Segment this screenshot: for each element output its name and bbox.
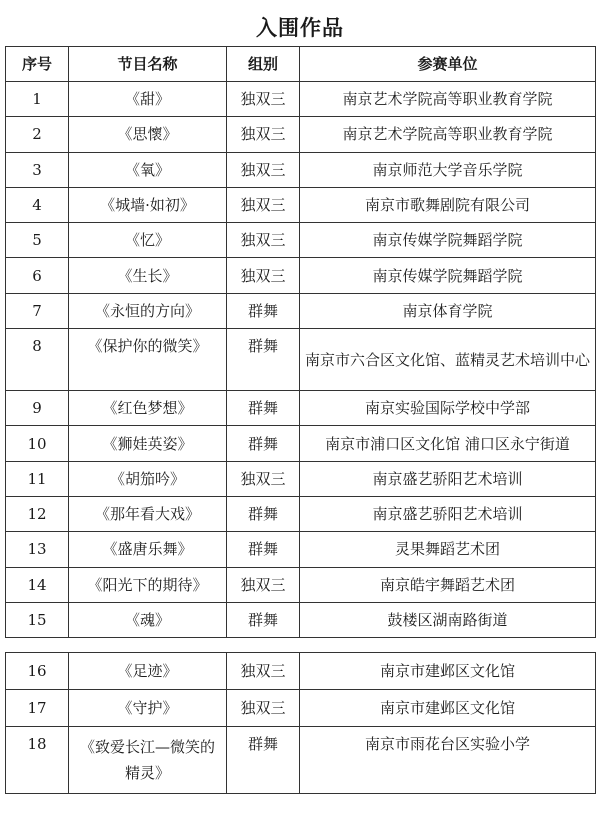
cell-name: 《思懷》 (69, 117, 227, 152)
page-title: 入围作品 (256, 15, 344, 40)
table-row (6, 690, 596, 727)
cell-no: 18 (6, 727, 69, 794)
cell-group: 独双三 (227, 461, 300, 496)
cell-group: 独双三 (227, 223, 300, 258)
cell-group: 群舞 (227, 329, 300, 391)
cell-name: 《生长》 (69, 258, 227, 293)
cell-unit: 南京市歌舞剧院有限公司 (300, 187, 596, 222)
header-unit: 参赛单位 (300, 47, 596, 82)
cell-unit: 南京市浦口区文化馆 浦口区永宁街道 (300, 426, 596, 461)
cell-unit: 南京盛艺骄阳艺术培训 (300, 461, 596, 496)
table-header-row (6, 47, 596, 82)
cell-unit: 南京市雨花台区实验小学 (300, 727, 596, 794)
cell-group: 独双三 (227, 82, 300, 117)
cell-no: 5 (6, 223, 69, 258)
cell-group: 独双三 (227, 117, 300, 152)
cell-no: 4 (6, 187, 69, 222)
cell-name: 《致爱长江—微笑的精灵》 (69, 727, 227, 794)
cell-group: 群舞 (227, 727, 300, 794)
cell-unit: 南京实验国际学校中学部 (300, 391, 596, 426)
cell-group: 独双三 (227, 152, 300, 187)
table-body-part2 (6, 653, 596, 794)
cell-no: 1 (6, 82, 69, 117)
cell-group: 独双三 (227, 567, 300, 602)
cell-group: 群舞 (227, 391, 300, 426)
cell-name: 《城墙·如初》 (69, 187, 227, 222)
table-row (6, 117, 596, 152)
cell-no: 9 (6, 391, 69, 426)
cell-no: 7 (6, 293, 69, 328)
cell-name: 《守护》 (69, 690, 227, 727)
cell-name: 《那年看大戏》 (69, 496, 227, 531)
cell-name: 《狮娃英姿》 (69, 426, 227, 461)
cell-name: 《阳光下的期待》 (69, 567, 227, 602)
cell-name: 《永恒的方向》 (69, 293, 227, 328)
cell-unit: 南京艺术学院高等职业教育学院 (300, 82, 596, 117)
cell-unit: 南京盛艺骄阳艺术培训 (300, 496, 596, 531)
table-body-part1 (6, 82, 596, 638)
cell-unit: 南京师范大学音乐学院 (300, 152, 596, 187)
table-row (6, 223, 596, 258)
table-row (6, 567, 596, 602)
cell-unit: 南京传媒学院舞蹈学院 (300, 258, 596, 293)
cell-unit: 南京市六合区文化馆、蓝精灵艺术培训中心 (300, 329, 596, 391)
cell-name: 《魂》 (69, 602, 227, 637)
table-row (6, 727, 596, 794)
cell-no: 3 (6, 152, 69, 187)
cell-no: 13 (6, 532, 69, 567)
cell-no: 11 (6, 461, 69, 496)
cell-no: 2 (6, 117, 69, 152)
table-row (6, 82, 596, 117)
cell-name: 《保护你的微笑》 (69, 329, 227, 391)
cell-no: 6 (6, 258, 69, 293)
cell-unit: 鼓楼区湖南路街道 (300, 602, 596, 637)
finalists-table-continued (5, 652, 596, 794)
cell-unit: 南京市建邺区文化馆 (300, 690, 596, 727)
cell-name: 《足迹》 (69, 653, 227, 690)
table-row (6, 152, 596, 187)
cell-unit: 南京艺术学院高等职业教育学院 (300, 117, 596, 152)
cell-no: 16 (6, 653, 69, 690)
table-row (6, 532, 596, 567)
cell-unit: 灵果舞蹈艺术团 (300, 532, 596, 567)
cell-name: 《甜》 (69, 82, 227, 117)
cell-group: 群舞 (227, 532, 300, 567)
cell-name: 《氧》 (69, 152, 227, 187)
table-row (6, 461, 596, 496)
cell-unit: 南京传媒学院舞蹈学院 (300, 223, 596, 258)
cell-no: 14 (6, 567, 69, 602)
table-row (6, 391, 596, 426)
cell-name: 《忆》 (69, 223, 227, 258)
header-no: 序号 (6, 47, 69, 82)
cell-name: 《胡笳吟》 (69, 461, 227, 496)
cell-name: 《盛唐乐舞》 (69, 532, 227, 567)
cell-unit: 南京体育学院 (300, 293, 596, 328)
cell-no: 10 (6, 426, 69, 461)
cell-group: 独双三 (227, 653, 300, 690)
table-row (6, 187, 596, 222)
cell-unit: 南京皓宇舞蹈艺术团 (300, 567, 596, 602)
cell-no: 15 (6, 602, 69, 637)
table-row (6, 293, 596, 328)
cell-name: 《红色梦想》 (69, 391, 227, 426)
table-row (6, 329, 596, 391)
finalists-table (5, 46, 596, 638)
cell-no: 17 (6, 690, 69, 727)
header-group: 组别 (227, 47, 300, 82)
cell-group: 独双三 (227, 258, 300, 293)
cell-group: 群舞 (227, 602, 300, 637)
cell-group: 群舞 (227, 293, 300, 328)
cell-no: 12 (6, 496, 69, 531)
cell-no: 8 (6, 329, 69, 391)
header-name: 节目名称 (69, 47, 227, 82)
table-row (6, 602, 596, 637)
cell-group: 独双三 (227, 690, 300, 727)
table-row (6, 258, 596, 293)
table-row (6, 426, 596, 461)
cell-unit: 南京市建邺区文化馆 (300, 653, 596, 690)
cell-group: 群舞 (227, 426, 300, 461)
table-row (6, 496, 596, 531)
cell-group: 独双三 (227, 187, 300, 222)
cell-group: 群舞 (227, 496, 300, 531)
table-row (6, 653, 596, 690)
